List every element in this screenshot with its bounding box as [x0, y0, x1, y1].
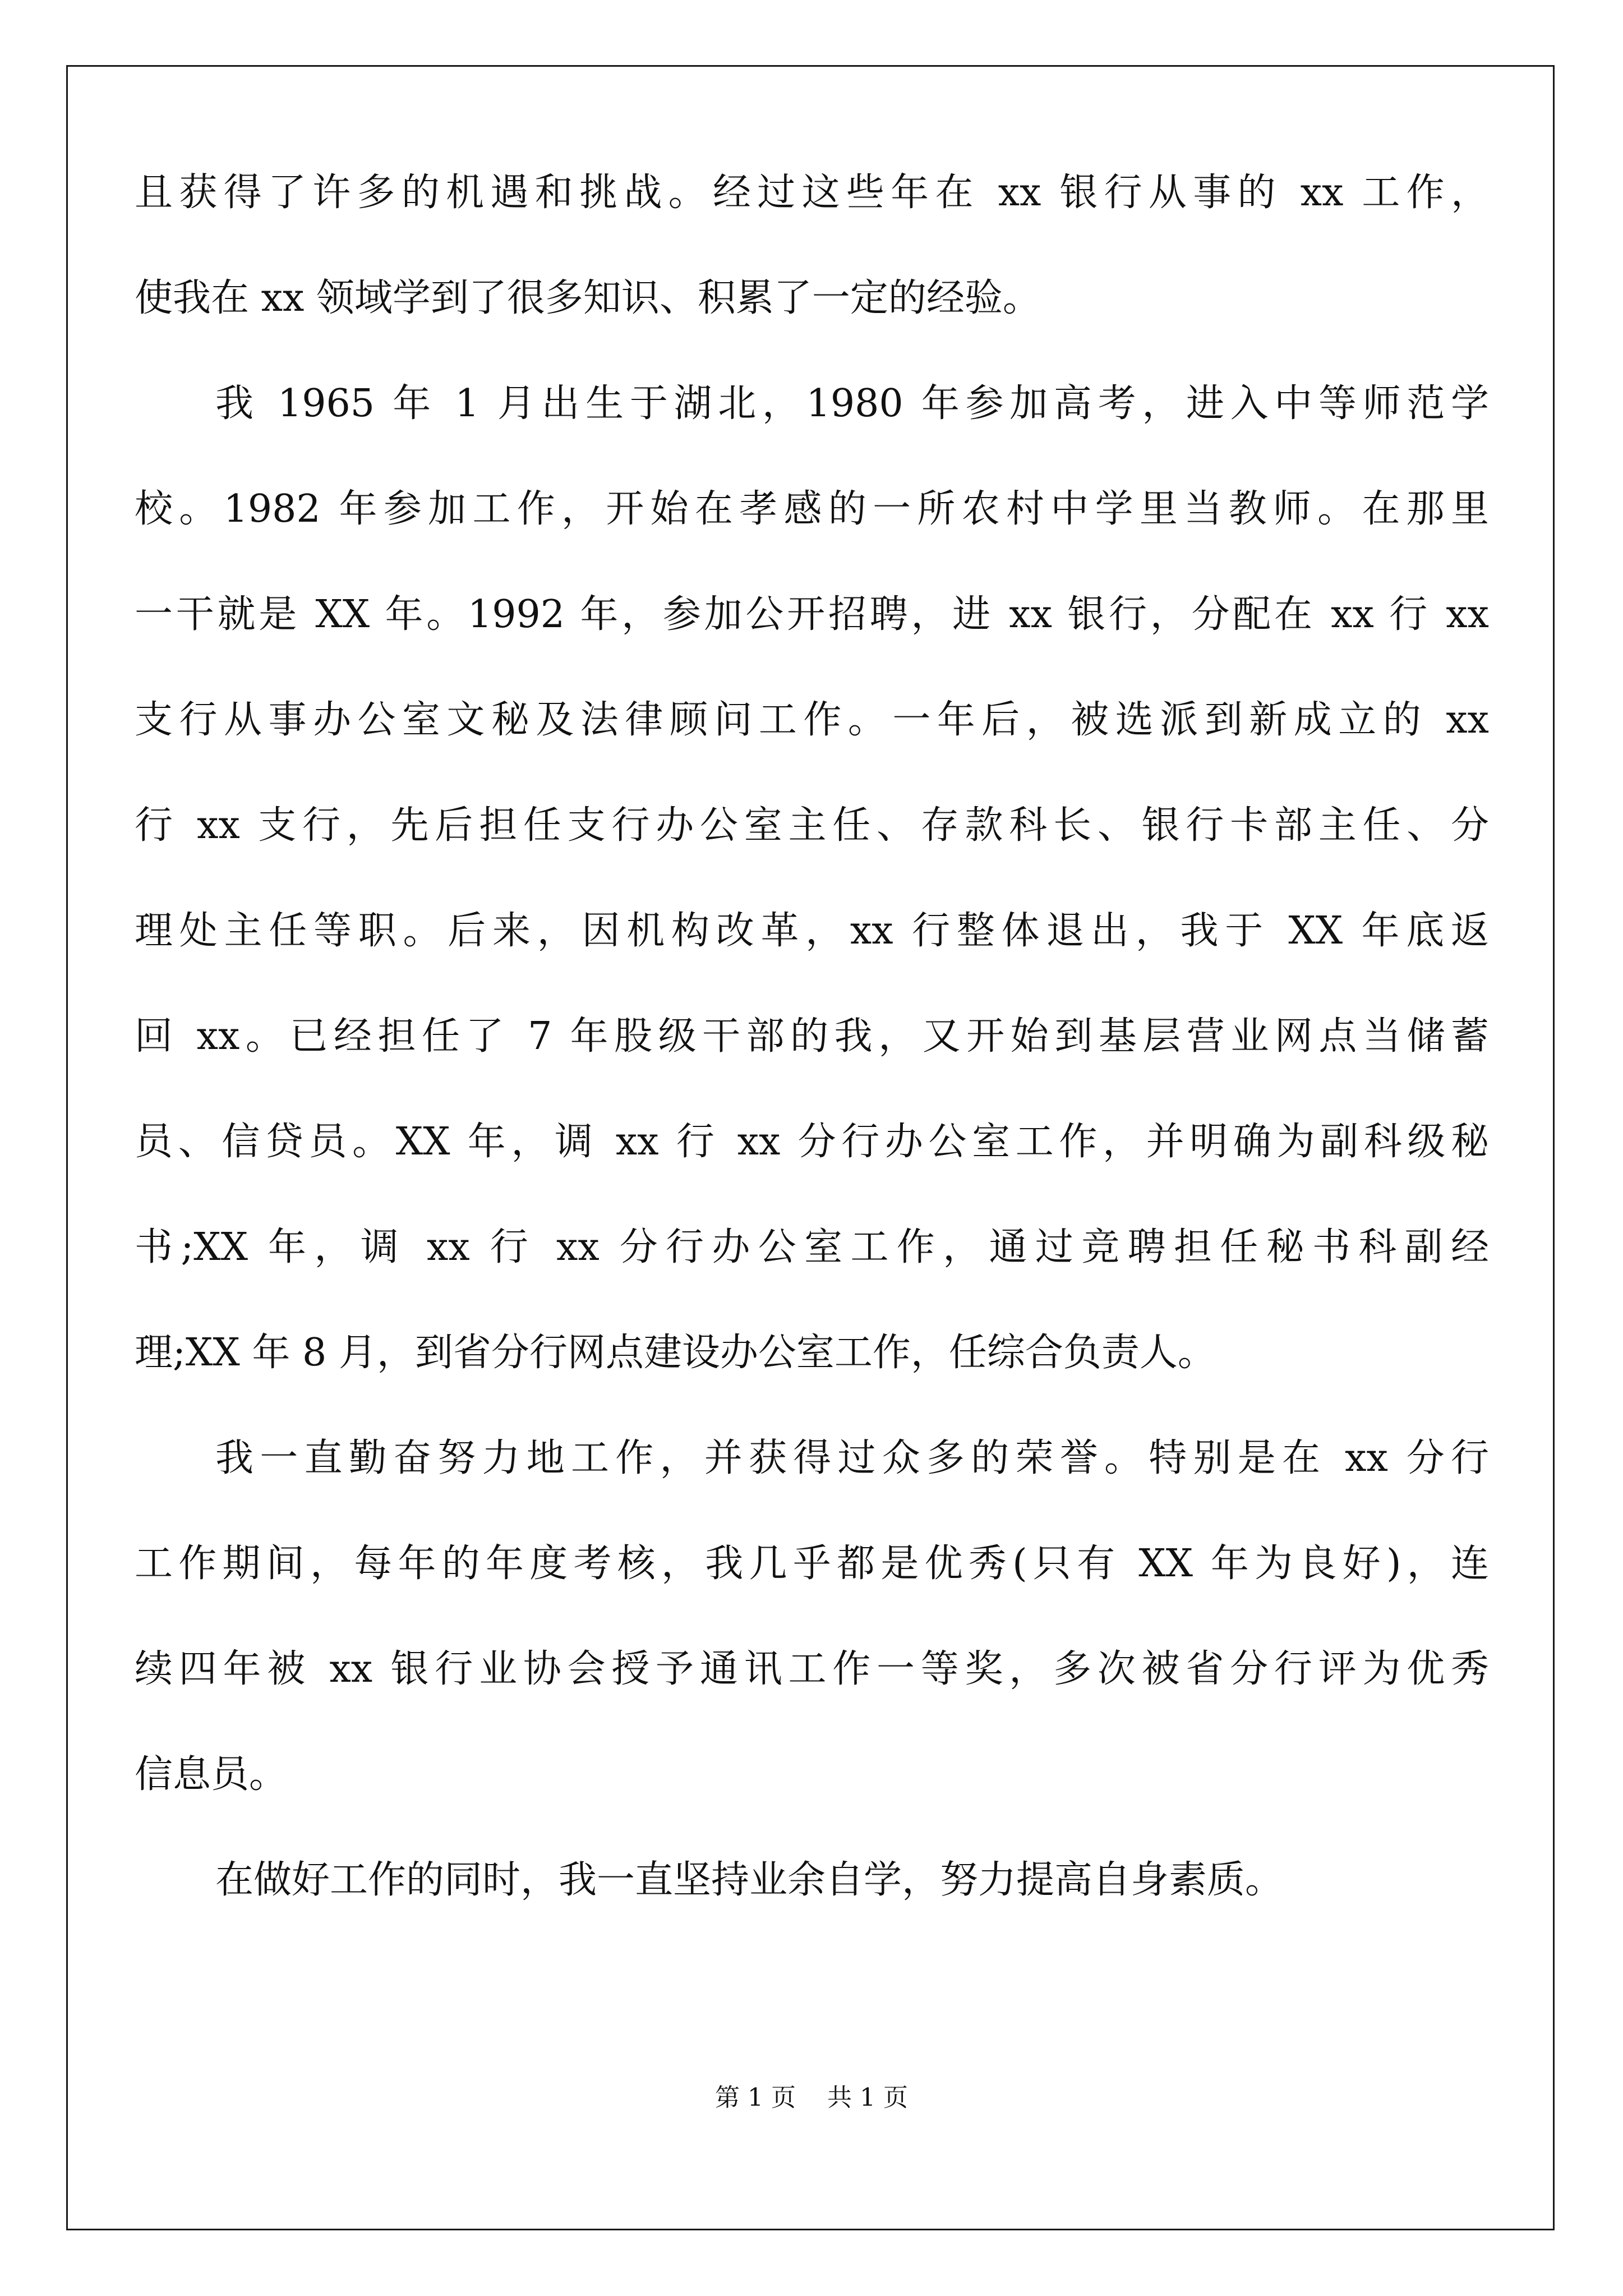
text-line: 在做好工作的同时，我一直坚持业余自学，努力提高自身素质。	[215, 1858, 1284, 1902]
text-line: 续四年被 xx 银行业协会授予通讯工作一等奖，多次被省分行评为优秀	[135, 1647, 1489, 1691]
text-line: 工作期间，每年的年度考核，我几乎都是优秀(只有 XX 年为良好)，连	[135, 1542, 1489, 1586]
text-line: 我 1965 年 1 月出生于湖北，1980 年参加高考，进入中等师范学	[215, 381, 1489, 426]
text-line: 一干就是 XX 年。1992 年，参加公开招聘，进 xx 银行，分配在 xx 行 xx	[135, 592, 1489, 637]
page-total: 共 1 页	[827, 2083, 908, 2112]
text-line: 员、信贷员。XX 年，调 xx 行 xx 分行办公室工作，并明确为副科级秘	[135, 1120, 1489, 1164]
text-line: 回 xx。已经担任了 7 年股级干部的我，又开始到基层营业网点当储蓄	[135, 1014, 1489, 1059]
text-line: 行 xx 支行，先后担任支行办公室主任、存款科长、银行卡部主任、分	[135, 803, 1489, 848]
text-line: 使我在 xx 领域学到了很多知识、积累了一定的经验。	[135, 276, 1041, 320]
text-line: 且获得了许多的机遇和挑战。经过这些年在 xx 银行从事的 xx 工作，	[135, 171, 1489, 215]
page-footer	[0, 2081, 1623, 2115]
text-line: 理处主任等职。后来，因机构改革，xx 行整体退出，我于 XX 年底返	[135, 909, 1489, 953]
text-line: 理;XX 年 8 月，到省分行网点建设办公室工作，任综合负责人。	[135, 1331, 1216, 1375]
text-line: 信息员。	[135, 1752, 288, 1797]
text-line: 支行从事办公室文秘及法律顾问工作。一年后，被选派到新成立的 xx	[135, 698, 1489, 742]
text-line: 我一直勤奋努力地工作，并获得过众多的荣誉。特别是在 xx 分行	[215, 1436, 1489, 1480]
document-body	[135, 140, 1489, 1933]
text-line: 校。1982 年参加工作，开始在孝感的一所农村中学里当教师。在那里	[135, 487, 1489, 531]
page-number: 第 1 页	[715, 2083, 796, 2112]
text-line: 书;XX 年，调 xx 行 xx 分行办公室工作，通过竞聘担任秘书科副经	[135, 1225, 1489, 1269]
